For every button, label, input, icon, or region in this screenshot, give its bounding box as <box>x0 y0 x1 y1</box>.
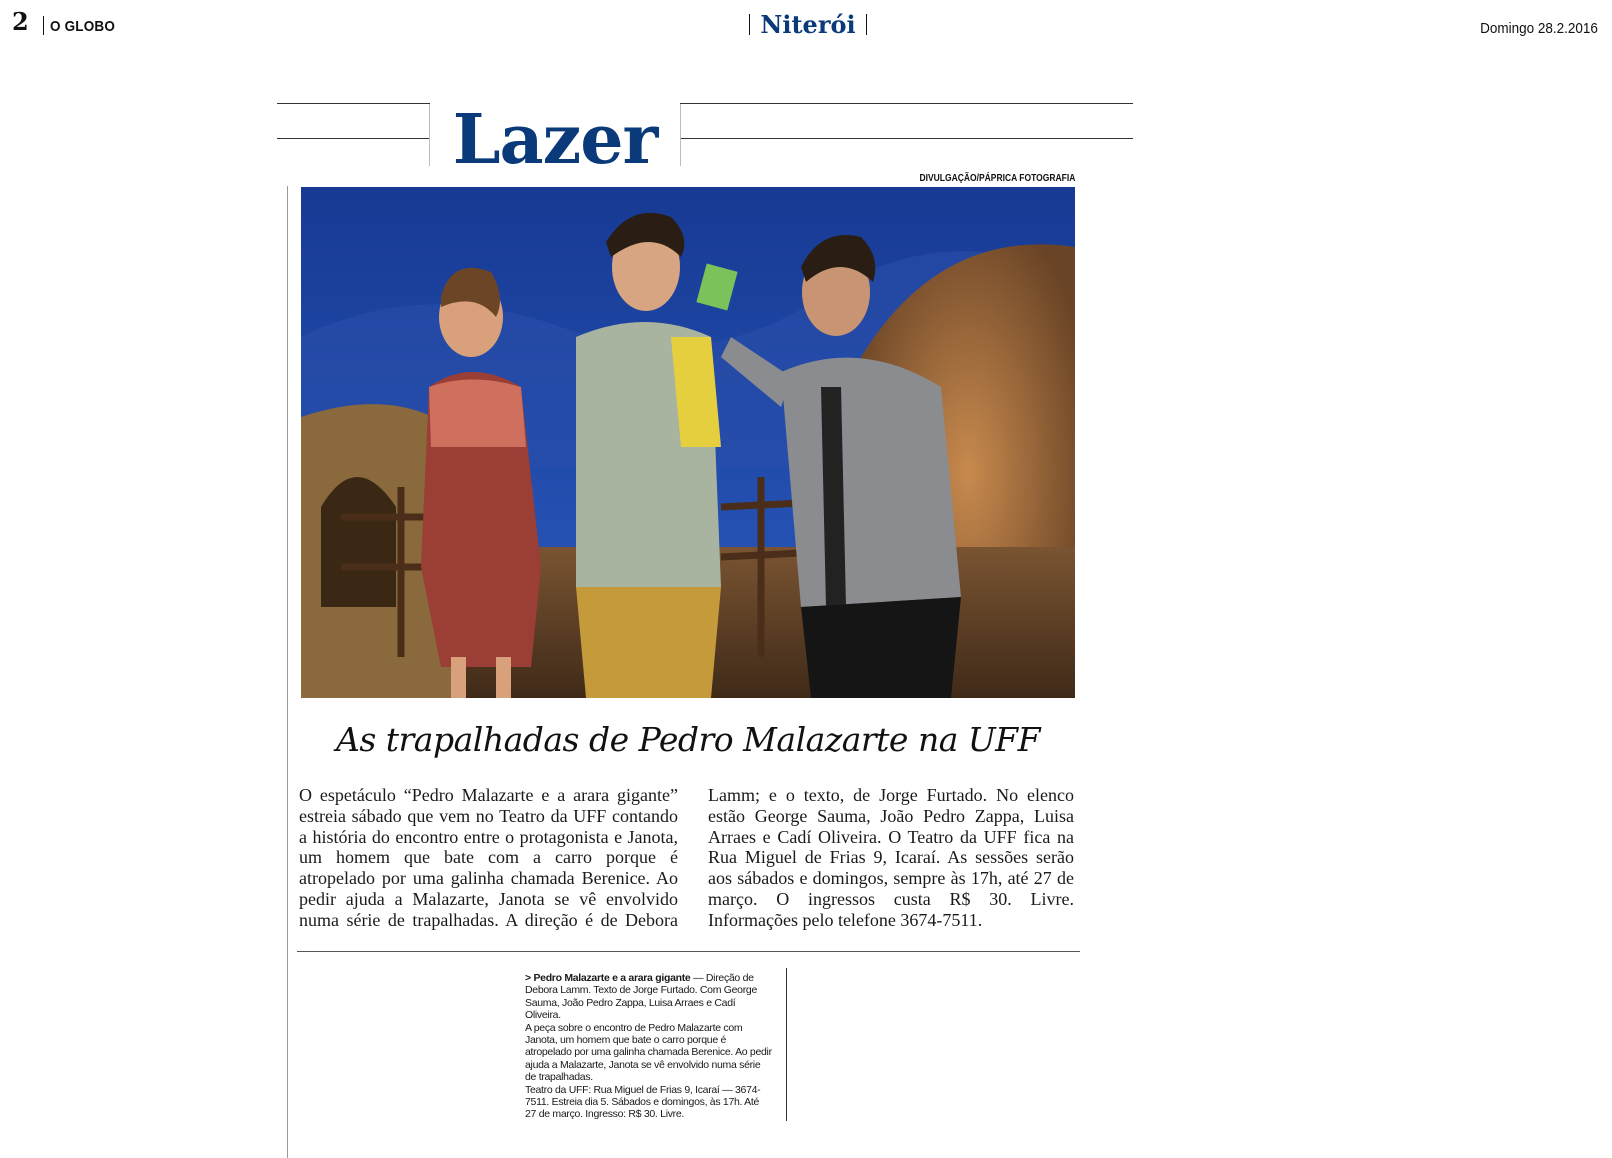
event-info-box <box>525 972 772 1121</box>
section-banner-title: Lazer <box>452 100 658 180</box>
header-divider <box>43 16 44 35</box>
info-box-title: > Pedro Malazarte e a arara gigante <box>525 972 691 984</box>
banner-rule <box>277 138 430 139</box>
info-box-rule <box>786 968 787 1121</box>
banner-rule <box>277 103 430 104</box>
article-headline: As trapalhadas de Pedro Malazarte na UFF <box>336 720 1040 759</box>
article-body-column-2: Lamm; e o texto, de Jorge Furtado. No elenco estão George Sauma, João Pedro Zappa, Luisa Arraes e Cadí Oliveira. O Teatro da UFF fica na Rua Miguel de Frias 9, Icaraí. As sessões serão aos sábados e domingos, sempre às 17h, até 27 de março. O ingressos custa R$ 30. Livre. Informações pelo telefone 3674-7511. <box>708 785 1074 930</box>
info-box-heading <box>525 972 772 1022</box>
newspaper-brand: O GLOBO <box>50 18 116 35</box>
info-box-venue: Teatro da UFF: Rua Miguel de Frias 9, Icaraí — 3674-7511. Estreia dia 5. Sábados e domingos, às 17h. Até 27 de março. Ingresso: R$ 30. Livre. <box>525 1083 761 1121</box>
info-box-credits: — Direção de Debora Lamm. Texto de Jorge Furtado. Com George Sauma, João Pedro Zappa, Luisa Arraes e Cadí Oliveira. <box>525 972 757 1022</box>
section-divider-right <box>866 14 867 35</box>
article-divider <box>297 951 1080 952</box>
banner-separator <box>680 104 681 166</box>
banner-rule <box>680 103 1133 104</box>
article-body-column-1: O espetáculo “Pedro Malazarte e a arara gigante” estreia sábado que vem no Teatro da UFF contando a história do encontro entre o protagonista e Janota, um homem que bate com a carro porque é atropelado por uma galinha chamada Berenice. Ao pedir ajuda a Malazarte, Janota se vê envolvido numa série de trapalhadas. A direção é de Debora <box>299 785 678 930</box>
info-box-synopsis: A peça sobre o encontro de Pedro Malazarte com Janota, um homem que bate o carro porque é atropelado por uma galinha chamada Berenice. Ao pedir ajuda a Malazarte, Janota se vê envolvido numa série de trapalhadas. <box>525 1021 772 1084</box>
page-number: 2 <box>12 7 29 36</box>
banner-rule <box>680 138 1133 139</box>
column-rule <box>287 186 288 1158</box>
photo-credit: DIVULGAÇÃO/PÁPRICA FOTOGRAFIA <box>919 173 1075 184</box>
issue-date: Domingo 28.2.2016 <box>1480 20 1598 37</box>
article-photo <box>301 187 1075 698</box>
section-name: Niterói <box>760 10 856 39</box>
